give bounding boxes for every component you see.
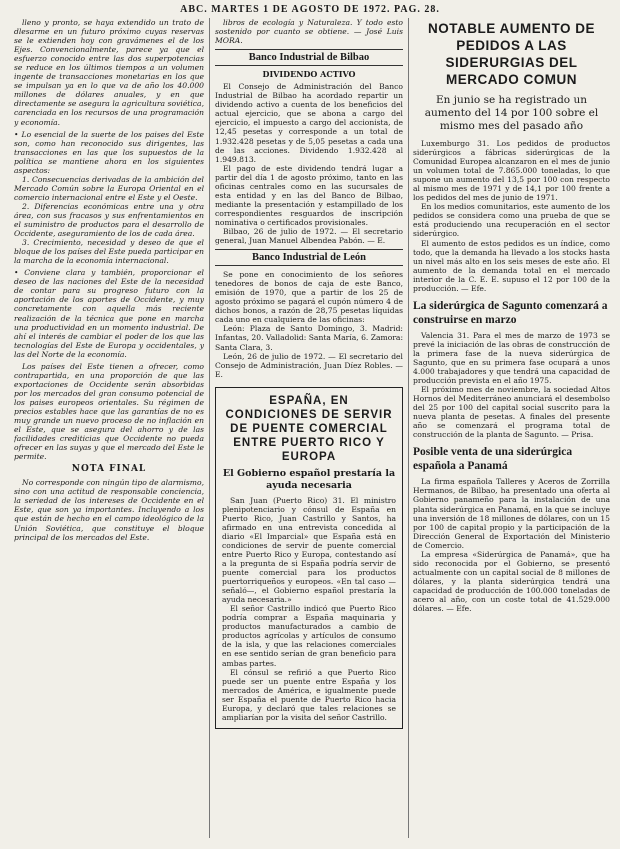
ad-paragraph: Se pone en conocimiento de los señores tenedores de bonos de caja de este Banco, emisión de 1970, que a partir de los 25 de agosto próximo se pagará el cupón número 4 de dichos bonos, a razón de 28,75 pesetas líquidas cada uno en cualquiera de las oficinas: xyxy=(215,270,403,325)
ad-title-leon: Banco Industrial de León xyxy=(215,249,403,266)
article-headline: Posible venta de una siderúrgica española a Panamá xyxy=(413,446,573,473)
main-headline: NOTABLE AUMENTO DE PEDIDOS A LAS SIDERURGIAS DEL MERCADO COMUN xyxy=(428,21,595,87)
article-paragraph: La firma española Talleres y Aceros de Zorrilla Hermanos, de Bilbao, ha presentado una oferta al Gobierno panameño para la instalación de una planta siderúrgica en Panamá, en la que se incluye una inversión de 18 millones de dólares, con un 15 por 100 de capital propio y la participación de la Dirección General de Exportación del Ministerio de Comercio. xyxy=(413,477,610,550)
article-paragraph: Valencia 31. Para el mes de marzo de 1973 se prevé la iniciación de las obras de construcción de la primera fase de la nueva siderúrgica de Sagunto, que en su primera fase ocupará a unos 4.000 trabajadores y que tendrá una capacidad de producción prevista en el año 1975. xyxy=(413,330,610,386)
ad-paragraph: El Consejo de Administración del Banco Industrial de Bilbao ha acordado repartir un dividendo activo a cuenta de los beneficios del actual ejercicio, que se abona a cargo del ejercicio, el impuesto a cargo del accionista, de 12,45 pesetas y corresponde a un total de 1.932.428 pesetas y de 5,05 pesetas a cada una de las acciones. Dividendo 1.932.428 al 1.949.813. xyxy=(215,82,403,164)
column-rule xyxy=(408,18,409,838)
article-paragraph: El cónsul se refirió a que Puerto Rico puede ser un puente entre España y los mercados de América, e igualmente puede ser España el puente de Puerto Rico hacia Europa, y declaró que tales relaciones se ampliarían por la visita del señor Castrillo. xyxy=(222,667,396,722)
section-heading: NOTA FINAL xyxy=(71,464,147,475)
list-item: 1. Consecuencias derivadas de la ambición del Mercado Común sobre la Europa Oriental en el comercio internacional entre el Este y el Oeste. xyxy=(14,174,204,202)
article-paragraph: El señor Castrillo indicó que Puerto Rico podría comprar a España maquinaria y productos manufacturados a cambio de productos agrícolas y artículos de consumo de la isla, y que las relaciones comerciales en ese sentido serían de gran beneficio para ambas partes. xyxy=(222,604,396,668)
article-paragraph: En los medios comunitarios, este aumento de los pedidos se considera como una prueba de que se está produciendo una recuperación en el sector siderúrgico. xyxy=(413,202,610,239)
ad-subtitle: DIVIDENDO ACTIVO xyxy=(262,69,356,80)
intro-paragraph: lleno y pronto, se haya extendido un trato de dlesarme en un futuro próximo cuyas reservas se le extienden hoy con gravámenes el de los Ejes. Convencionalmente, parece ya que el esfuerzo conocido entre las dos superpotencias se reduce en los últimos tiempos a un volumen ingente de transacciones monetarias en los que se impulsan ya en lo que va de año los 40.000 millones de dólares anuales, y en que directamente se asegura la agricultura soviética, carenciada en los recursos de una programación y economía. xyxy=(14,18,204,127)
list-item: 3. Crecimiento, necesidad y deseo de que el bloque de los países del Este pueda participar en la marcha de la economía internacional. xyxy=(14,238,204,266)
column-middle xyxy=(215,18,403,844)
body-paragraph: No corresponde con ningún tipo de alarmismo, sino con una actitud de responsable conciencia, la seriedad de los intereses de Occidente en el Este, que son ya importantes. Incluyendo a los que están de hecho en el campo ideológico de la Unión Soviética, que constituye el bloque principal de los mercados del Este. xyxy=(14,478,204,542)
boxed-article xyxy=(215,387,403,729)
ad-title-bilbao: Banco Industrial de Bilbao xyxy=(215,49,403,66)
bullet-paragraph: • Lo esencial de la suerte de los paises del Este son, como han reconocido sus dirigentes, las transacciones en las que los supuestos de la política se mantiene ahora en los siguientes aspectos: xyxy=(14,129,204,175)
page-header: ABC. MARTES 1 DE AGOSTO DE 1972. PAG. 28. xyxy=(180,4,440,15)
bullet-paragraph: • Conviene clara y también, proporcionar el deseo de las naciones del Este de la necesidad de contar para su progreso futuro con la aportación de los aportes de Occidente, y muy concretamente con aquella más reciente realización de la técnica que pone en marcha una productividad en un momento industrial. De ahí el interés de cambiar el poder de los que las tecnologías del Este de Europa y occidentales, y las del Norte de la economía. xyxy=(14,268,204,359)
ad-list: León: Plaza de Santo Domingo, 3. Madrid: Infantas, 20. Valladolid: Santa María, 6. Zamora: Santa Clara, 3. xyxy=(215,324,403,352)
article-paragraph: El aumento de estos pedidos es un índice, como todo, que la demanda ha llevado a los stocks hasta un nivel más alto en los seis meses de este año. El aumento de la demanda total en el mercado interior de la C. E. E. supuso el 12 por 100 de la producción. — Efe. xyxy=(413,238,610,293)
ad-paragraph: El pago de este dividendo tendrá lugar a partir del día 1 de agosto próximo, tanto en las oficinas centrales como en las sucursales de esta entidad y en las del Banco de Bilbao, mediante la presentación y estampillado de los correspondientes resguardos de inscripción nominativa o certificados provisionales. xyxy=(215,163,403,227)
article-paragraph: La empresa «Siderúrgica de Panamá», que ha sido reconocida por el Gobierno, se presentó actualmente con un capital social de 8 millones de dólares, y la planta siderúrgica tendrá una capacidad de producción de 100.000 toneladas de acero al año, con un coste total de 41.529.000 dólares. — Efe. xyxy=(413,549,610,614)
list-item: 2. Diferencias económicas entre una y otra área, con sus fracasos y sus enfrentamientos en el suministro de productos para el desarrollo de Occidente, aseguramiento de los de cada área. xyxy=(14,201,204,239)
article-paragraph: El próximo mes de noviembre, la sociedad Altos Hornos del Mediterráneo anunciará el desembolso del 25 por 100 del capital social suscrito para la nueva planta de pesetas. A finales del presente año se comenzará el programa total de construcción de la planta de Sagunto. — Prisa. xyxy=(413,385,610,440)
article-paragraph: San Juan (Puerto Rico) 31. El ministro plenipotenciario y cónsul de España en Puerto Rico, Juan Castrillo y Santos, ha afirmado en una entrevista concedida al diario «El Imparcial» que España está en condiciones de servir de puente comercial entre Puerto Rico y Europa, contestando así a la pregunta de si España podría servir de puente comercial para los productos puertorriqueños y europeos. «En tal caso —señaló—, el Gobierno español prestaría la ayuda necesaria.» xyxy=(222,495,396,605)
continued-text: libros de ecología y Naturaleza. Y todo esto sostenido por cuanto se obtiene. — José Luis MORA. xyxy=(215,18,403,46)
column-rule xyxy=(209,18,210,838)
column-left xyxy=(14,18,204,844)
article-headline: La siderúrgica de Sagunto comenzará a construirse en marzo xyxy=(413,299,608,326)
column-right xyxy=(413,18,610,844)
article-subheadline: El Gobierno español prestaría la ayuda necesaria xyxy=(222,467,396,491)
ad-signature: León, 26 de julio de 1972. — El secretario del Consejo de Administración, Juan Díez Robles. — E. xyxy=(215,351,403,379)
body-paragraph: Los países del Este tienen a ofrecer, como contrapartida, en una proporción de que las exportaciones de Occidente serán absorbidas por los mercados del gran consumo potencial de los paises europeos orientales. Su régimen de precios estables hace que las garantías de no es muy grande un nuevo proceso de no inflación en el Este, que se asegura del ahorro y de las facilidades crediticias que Occidente no pueda ofrecer en las suyas y que el mercado del Este le permite. xyxy=(14,361,204,462)
article-headline: ESPAÑA, EN CONDICIONES DE SERVIR DE PUENTE COMERCIAL ENTRE PUERTO RICO Y EUROPA xyxy=(225,394,393,463)
ad-signature: Bilbao, 26 de julio de 1972. — El secretario general, Juan Manuel Albendea Pabón. — E. xyxy=(215,226,403,246)
headline-deck: En junio se ha registrado un aumento del 14 por 100 sobre el mismo mes del pasado año xyxy=(424,94,599,132)
article-paragraph: Luxemburgo 31. Los pedidos de productos siderúrgicos a fábricas siderúrgicas de la Comunidad Europea alcanzaron en el mes de junio un volumen total de 7.865.000 toneladas, lo que supone un aumento del 13,5 por 100 con respecto al mismo mes de 1971 y de 14,1 por 100 frente a los pedidos del mes de junio de 1971. xyxy=(413,139,610,203)
